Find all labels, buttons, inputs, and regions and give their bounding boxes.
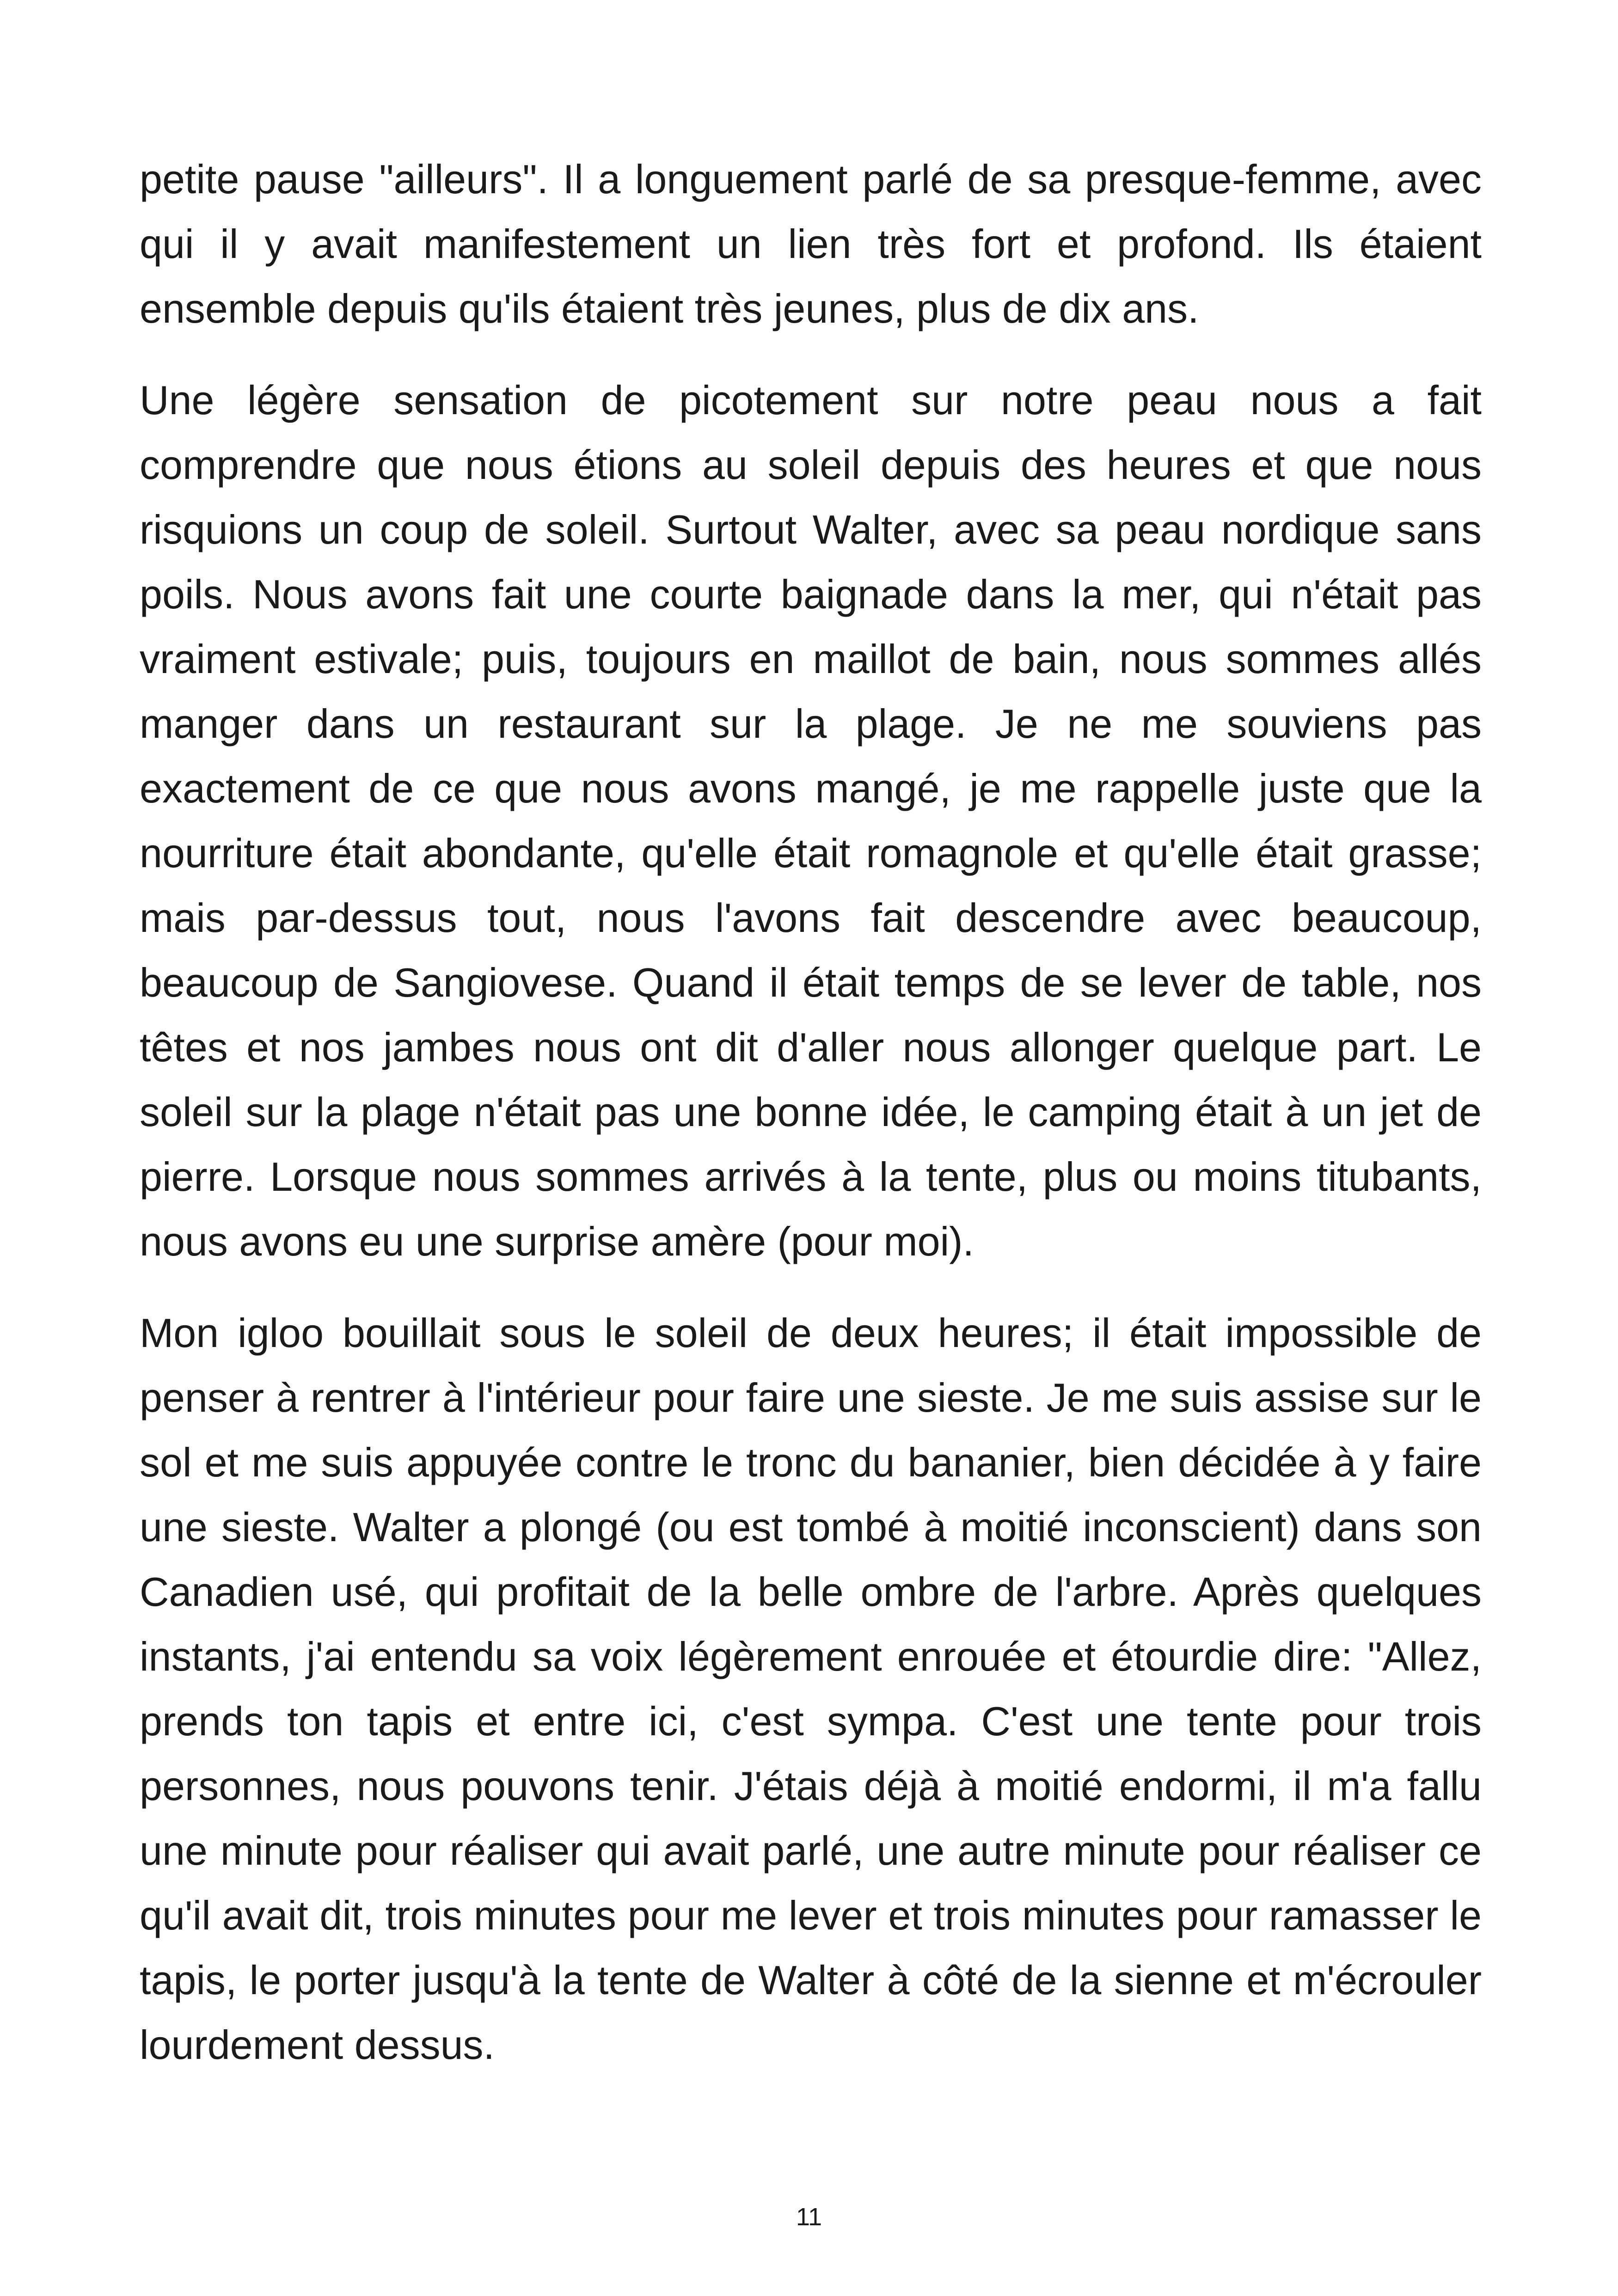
paragraph-2: Une légère sensation de picotement sur notre peau nous a fait comprendre que nous étions au soleil depuis des heures et que nous risquions un coup de soleil. Surtout Walter, avec sa peau nordique sans poils. Nous avons fait une courte baignade dans la mer, qui n'était pas vraiment estivale; puis, toujours en maillot de bain, nous sommes allés manger dans un restaurant sur la plage. Je ne me souviens pas exactement de ce que nous avons mangé, je me rappelle juste que la nourriture était abondante, qu'elle était romagnole et qu'elle était grasse; mais par-dessus tout, nous l'avons fait descendre avec beaucoup, beaucoup de Sangiovese. Quand il était temps de se lever de table, nos têtes et nos jambes nous ont dit d'aller nous allonger quelque part. Le soleil sur la plage n'était pas une bonne idée, le camping était à un jet de pierre. Lorsque nous sommes arrivés à la tente, plus ou moins titubants, nous avons eu une surprise amère (pour moi). — [140, 377, 1482, 1264]
paragraph-1: petite pause "ailleurs". Il a longuement parlé de sa presque-femme, avec qui il y avait manifestement un lien très fort et profond. Ils étaient ensemble depuis qu'ils étaient très jeunes, plus de dix ans. — [140, 156, 1482, 331]
paragraph-3: Mon igloo bouillait sous le soleil de deux heures; il était impossible de penser à rentrer à l'intérieur pour faire une sieste. Je me suis assise sur le sol et me suis appuyée contre le tronc du bananier, bien décidée à y faire une sieste. Walter a plongé (ou est tombé à moitié inconscient) dans son Canadien usé, qui profitait de la belle ombre de l'arbre. Après quelques instants, j'ai entendu sa voix légèrement enrouée et étourdie dire: "Allez, prends ton tapis et entre ici, c'est sympa. C'est une tente pour trois personnes, nous pouvons tenir. J'étais déjà à moitié endormi, il m'a fallu une minute pour réaliser qui avait parlé, une autre minute pour réaliser ce qu'il avait dit, trois minutes pour me lever et trois minutes pour ramasser le tapis, le porter jusqu'à la tente de Walter à côté de la sienne et m'écrouler lourdement dessus. — [140, 1310, 1482, 2068]
body-text — [140, 147, 1482, 2104]
page-number: 11 — [796, 2203, 822, 2231]
